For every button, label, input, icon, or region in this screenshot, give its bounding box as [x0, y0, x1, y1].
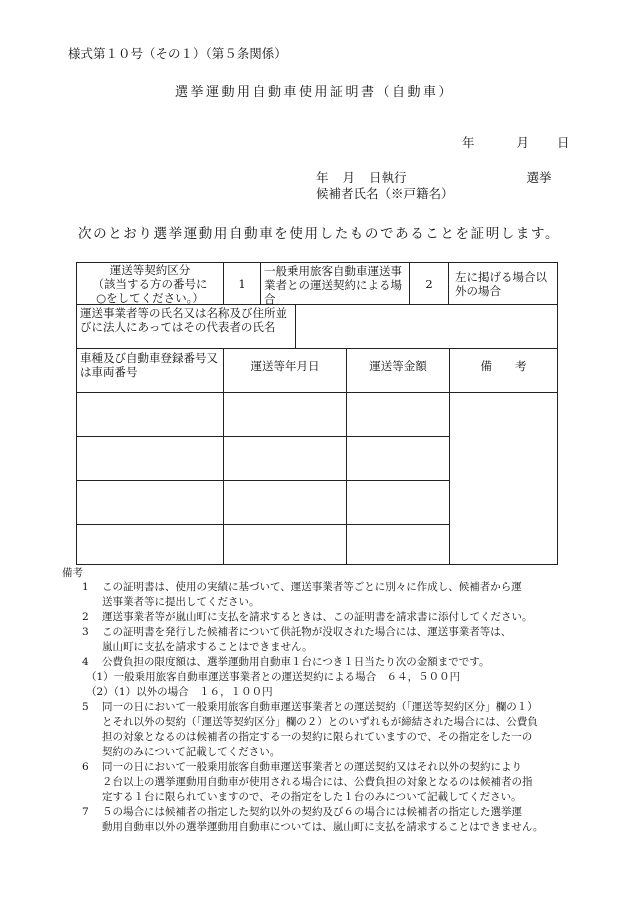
contract-type-label: 運送等契約区分 （該当する方の番号に ○をしてください。） — [76, 262, 224, 305]
vehicle-header: 車種及び自動車登録番号又は車両番号 — [76, 348, 224, 393]
note-subitem-text: （1）一般乗用旅客自動車運送事業者との運送契約による場合 ６４，５００円 — [86, 671, 461, 683]
amount-cell[interactable] — [346, 392, 450, 437]
election-held-label: 日執行 — [369, 170, 407, 185]
date-cell[interactable] — [223, 436, 347, 481]
election-label: 選挙 — [526, 170, 552, 185]
note-text: この証明書は、使用の実績に基づいて、運送事業者等ごとに別々に作成し、候補者から運 送事業者等に提出してください。 — [102, 581, 522, 608]
contract-option-2[interactable]: 2 — [409, 262, 449, 305]
contract-option-1[interactable]: 1 — [223, 262, 261, 305]
amount-header: 運送等金額 — [346, 348, 450, 393]
contract-option-1-text: 一般乗用旅客自動車運送事業者との運送契約による場合 — [260, 262, 410, 305]
form-number: 様式第１０号（その１）（第５条関係） — [68, 46, 287, 61]
date-day-label: 日 — [557, 135, 570, 150]
amount-cell[interactable] — [346, 524, 450, 565]
vehicle-cell[interactable] — [76, 524, 224, 565]
note-text: 同一の日において一般乗用旅客自動車運送事業者との運送契約（「運送等契約区分」欄の１） とそれ以外の契約（「運送等契約区分」欄の２）とのいずれもが締結された場合には、公費負 担の対象となるのは候補者の指定する一の契約に限られていますので、その指定をした一の 契約のみについて記載してください。 — [102, 701, 538, 758]
date-header: 運送等年月日 — [223, 348, 347, 393]
election-month-label: 月 — [342, 170, 356, 185]
date-cell[interactable] — [223, 392, 347, 437]
note-text: 運送事業者等が嵐山町に支払を請求するときは、この証明書を請求書に添付してください。 — [102, 611, 533, 623]
remarks-cell[interactable] — [449, 392, 558, 565]
contract-option-2-text: 左に掲げる場合以外の場合 — [448, 262, 558, 305]
amount-cell[interactable] — [346, 436, 450, 481]
note-number: 2 — [82, 611, 89, 623]
election-year-label: 年 — [316, 170, 329, 185]
remarks-header: 備 考 — [449, 348, 558, 393]
note-number: 3 — [82, 626, 89, 638]
vehicle-cell[interactable] — [76, 392, 224, 437]
operator-name-label: 運送事業者等の氏名又は名称及び住所並びに法人にあってはその代表者の氏名 — [76, 304, 296, 349]
issue-date — [462, 133, 570, 151]
note-number: 6 — [82, 761, 89, 773]
note-number: 1 — [82, 581, 89, 593]
notes-heading: 備考 — [62, 567, 83, 579]
operator-name-field[interactable] — [295, 304, 558, 349]
note-number: 4 — [82, 656, 89, 668]
amount-cell[interactable] — [346, 480, 450, 525]
date-month-label: 月 — [516, 135, 530, 150]
document-title: 選挙運動用自動車使用証明書（自動車） — [175, 85, 455, 100]
certificate-table — [76, 262, 558, 565]
note-number: 5 — [82, 701, 89, 713]
note-text: この証明書を発行した候補者について供託物が没収された場合には、運送事業者等は、 嵐山町に支払を請求することはできません。 — [102, 626, 512, 653]
vehicle-cell[interactable] — [76, 436, 224, 481]
certification-statement: 次のとおり選挙運動用自動車を使用したものであることを証明します。 — [78, 226, 561, 242]
date-cell[interactable] — [223, 524, 347, 565]
vehicle-cell[interactable] — [76, 480, 224, 525]
date-cell[interactable] — [223, 480, 347, 525]
date-year-label: 年 — [462, 135, 475, 150]
candidate-name-label: 候補者氏名（※戸籍名） — [316, 186, 454, 201]
note-text: 公費負担の限度額は、選挙運動用自動車１台につき１日当たり次の金額までです。 — [102, 656, 490, 668]
note-subitem-text: （2）（1）以外の場合 １６，１００円 — [86, 686, 273, 698]
note-text: ５の場合には候補者の指定した契約以外の契約及び６の場合には候補者の指定した選挙運 動用自動車以外の選挙運動用自動車については、嵐山町に支払を請求することはできません。 — [102, 806, 544, 833]
note-text: 同一の日において一般乗用旅客自動車運送事業者との運送契約又はそれ以外の契約により ２台以上の選挙運動用自動車が使用される場合には、公費負担の対象となるのは候補者の指 定する１台に限られていますので、その指定をした１台のみについて記載してください。 — [102, 761, 533, 803]
note-number: 7 — [82, 806, 89, 818]
